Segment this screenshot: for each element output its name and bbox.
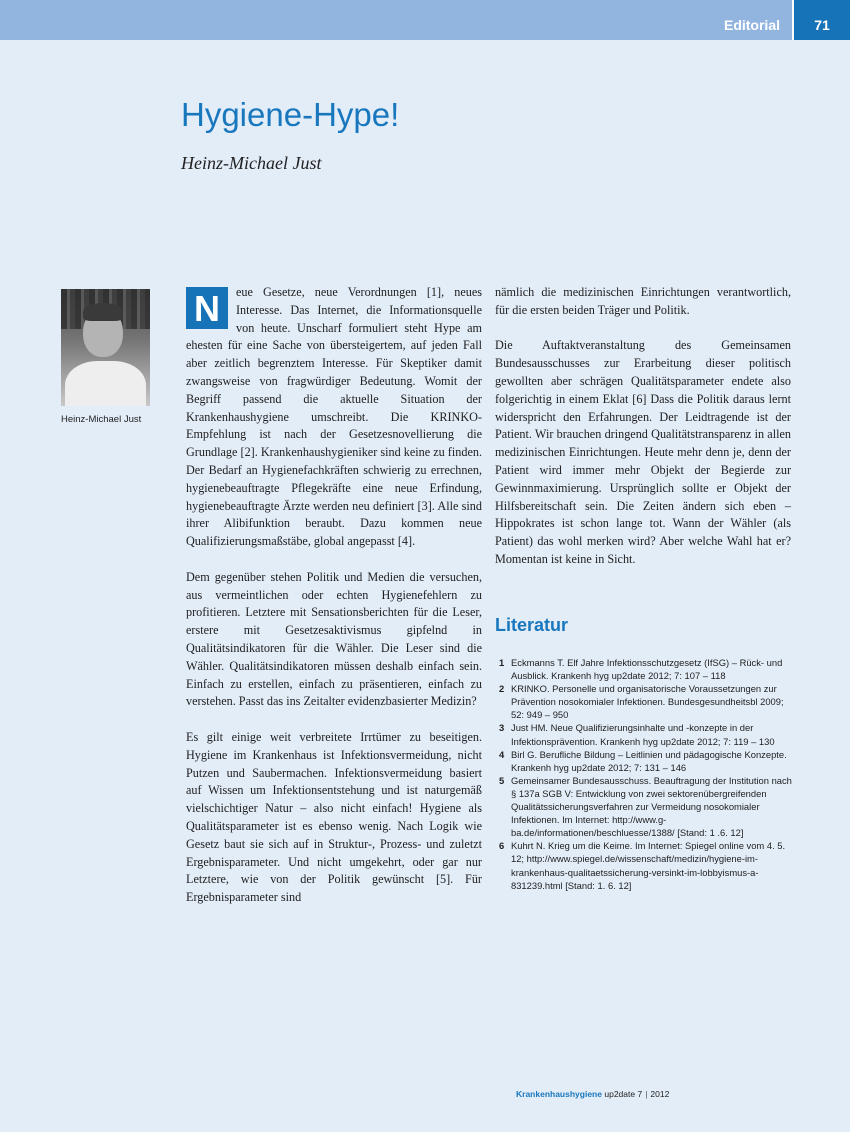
reference-text: Kuhrt N. Krieg um die Keime. Im Internet: Spiegel online vom 4. 5. 12; http://www.spiegel.de/wissenschaft/medizin/hygiene-im-krankenhaus-qualitaetssicherung-versinkt-im-lobbyismus-a-831239.html [Stand: 1. 6. 12] xyxy=(511,840,786,891)
header-bar xyxy=(0,0,850,40)
reference-number: 3 xyxy=(499,722,505,734)
drop-cap: N xyxy=(186,287,228,329)
reference-number: 4 xyxy=(499,748,505,760)
reference-item xyxy=(497,839,793,891)
page-footer xyxy=(516,1089,669,1099)
footer-edition: up2date 7 xyxy=(604,1089,643,1099)
reference-item xyxy=(497,682,793,721)
paragraph-1-text: eue Gesetze, neue Verordnungen [1], neues Interesse. Das Internet, die Informationsquelle von heute. Unscharf formuliert steht Hype am ehesten für eine Sache von übersteigertem, auf jeden Fall aber zeitlich begrenztem Interesse. Für Skeptiker damit zwangsweise von fragwürdiger Bedeutung. Womit der Begriff passend die aktuelle Situation der Krankenhaushygiene umschreibt. Die KRINKO-Empfehlung ist nach der Gesetzesnovellierung die Grundlage [2]. Krankenhaushygieniker sind keine zu finden. Der Bedarf an Hygienefachkräften schwierig zu errechnen, hygienebeauftragte Pflegekräfte eine neue Erfindung, hygienebeauftragte Ärzte werden neu definiert [3]. Alle sind ihrer Alibifunktion beraubt. Dazu kommen neue Qualifizierungsmaßstäbe, global angepasst [4]. xyxy=(186,285,482,549)
photo-figure-hair xyxy=(83,303,123,321)
photo-caption: Heinz-Michael Just xyxy=(61,414,142,425)
body-paragraph-5: Die Auftaktveranstaltung des Gemeinsamen Bundesausschusses zur Erarbeitung dieser politisch gewollten aber schrägen Qualitätsparameter endete also folgerichtig in einem Eklat [6] Dass die Politik daraus lernt widerspricht den Erfahrungen. Der Leidtragende ist der Patient. Wir brauchen dringend Qualitätstransparenz in allen medizinischen Einrichtungen. Heute mehr denn je, denn der Patient wird immer mehr Objekt der Begierde zur Gewinnmaximierung. Ursprünglich sollte er Objekt der Hilfsbereitschaft sein. Die Zeiten ändern sich eben – Hippokrates ist schon lange tot. Wann der Wähler (als Patient) das wohl merken wird? Aber welche Wahl hat er? Momentan ist keine in Sicht. xyxy=(495,338,791,566)
photo-figure-torso xyxy=(65,361,146,406)
body-paragraph-4: nämlich die medizinischen Einrichtungen verantwortlich, für die ersten beiden Träger und Politik. xyxy=(495,285,791,317)
reference-text: Just HM. Neue Qualifizierungsinhalte und -konzepte in der Infektionsprävention. Krankenh hyg up2date 2012; 7: 119 – 130 xyxy=(511,722,775,747)
reference-text: KRINKO. Personelle und organisatorische Voraussetzungen zur Prävention nosokomialer Infektionen. Bundesgesundheitsbl 2009; 52: 949 – 950 xyxy=(511,683,784,721)
reference-number: 5 xyxy=(499,774,505,786)
reference-number: 6 xyxy=(499,840,505,852)
page-number: 71 xyxy=(814,17,830,33)
section-label: Editorial xyxy=(723,17,780,33)
body-column-right xyxy=(495,284,791,587)
reference-text: Birl G. Berufliche Bildung – Leitlinien und pädagogische Konzepte. Krankenh hyg up2date 2012; 7: 131 – 146 xyxy=(511,748,787,773)
reference-number: 1 xyxy=(499,657,505,668)
article-title: Hygiene-Hype! xyxy=(181,96,400,133)
page-number-box xyxy=(792,0,850,40)
footer-journal: Krankenhaushygiene xyxy=(516,1089,602,1099)
reference-item xyxy=(497,656,793,682)
reference-text: Gemeinsamer Bundesausschuss. Beauftragung der Institution nach § 137a SGB V: Entwicklung von zwei sektorenübergreifenden Qualitätssicherungsverfahren zur Vermeidung nosokomialer Infektionen. Im Internet: http://www.g-ba.de/informationen/beschluesse/1388/ [Stand: 1 .6. 12] xyxy=(511,774,792,839)
body-paragraph-1 xyxy=(186,284,482,551)
body-paragraph-3: Es gilt einige weit verbreitete Irrtümer zu beseitigen. Hygiene im Krankenhaus ist Infektionsvermeidung, nicht Putzen und Saubermachen. Infektionsvermeidung basiert auf Wissen um Infektionsentstehung und ist naturgemäß vielschichtiger Natur – also nicht einfach! Hygiene als Qualitätsparameter ist es ebenso wenig. Nach Logik wie Gesetz baut sie sich auf in Struktur-, Prozess- und zuletzt Ergebnisparameter. Und nicht umgekehrt, oder gar nur Letztere, wie von der Politik gewünscht [5]. Für Ergebnisparameter sind xyxy=(186,729,482,905)
reference-item xyxy=(497,774,793,839)
footer-year: 2012 xyxy=(650,1089,670,1099)
author-photo xyxy=(61,289,150,406)
body-column-left xyxy=(186,284,482,925)
reference-item xyxy=(497,748,793,774)
reference-text: Eckmanns T. Elf Jahre Infektionsschutzgesetz (IfSG) – Rück- und Ausblick. Krankenh hyg up2date 2012; 7: 107 – 118 xyxy=(511,657,783,682)
references-heading: Literatur xyxy=(495,615,569,635)
reference-number: 2 xyxy=(499,683,505,695)
article-author: Heinz-Michael Just xyxy=(181,153,322,173)
footer-separator: | xyxy=(645,1089,648,1099)
reference-item xyxy=(497,721,793,747)
references-list xyxy=(497,656,793,892)
body-paragraph-2: Dem gegenüber stehen Politik und Medien die versuchen, aus vermeintlichen oder echten Hygienefehlern zu profitieren. Letztere mit Sensationsberichten für die Leser, erstere mit Gesetzesaktivismus gipfelnd in Qualitätsindikatoren für die Wähler. Die Leser sind die Wähler. Qualitätsindikatoren müssen deshalb einfach sein. Einfach zu erstellen, einfach zu präsentieren, einfach zu verstehen. Passt das ins Zeitalter evidenzbasierter Medizin? xyxy=(186,569,482,709)
